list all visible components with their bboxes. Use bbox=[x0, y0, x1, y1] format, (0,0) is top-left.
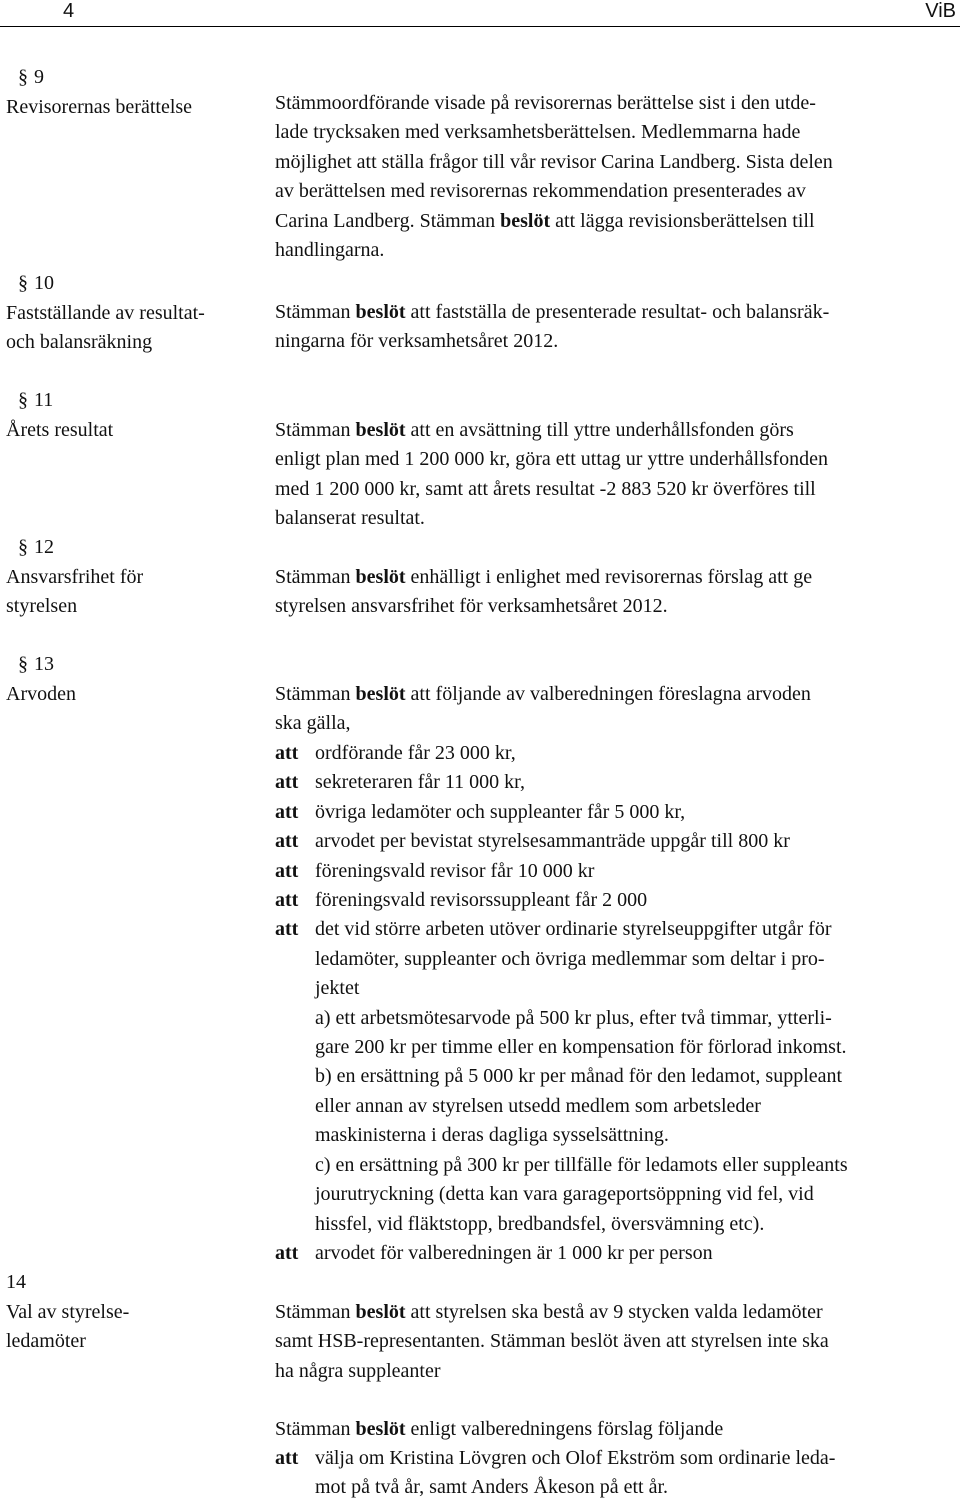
section-title-line: och balansräkning bbox=[6, 331, 153, 353]
text-line: Stämmoordförande visade på revisorernas berättelse sist i den utde- bbox=[275, 92, 816, 114]
page-number: 4 bbox=[63, 0, 75, 22]
section-13-att-list bbox=[275, 739, 955, 1268]
text-span: Stämman bbox=[275, 419, 356, 441]
section-number: 12 bbox=[34, 536, 54, 558]
decision-word: beslöt bbox=[355, 1418, 406, 1440]
section-symbol: § bbox=[18, 653, 28, 675]
text-line bbox=[275, 1415, 955, 1444]
text-line: ledamöter, suppleanter och övriga medlemmar som deltar i pro- bbox=[315, 947, 825, 970]
page-header bbox=[0, 0, 960, 27]
att-label: att bbox=[275, 742, 299, 764]
text-line bbox=[275, 563, 955, 592]
text-line: mot på två år, samt Anders Åkeson på ett år. bbox=[315, 1476, 668, 1499]
list-item-text: ordförande får 23 000 kr, bbox=[315, 742, 516, 764]
list-item bbox=[275, 798, 955, 827]
section-title: Årets resultat bbox=[6, 418, 114, 441]
text-span: att en avsättning till yttre underhållsfonden görs bbox=[405, 419, 794, 441]
text-span: att lägga revisionsberättelsen till bbox=[550, 209, 815, 232]
section-title-line: Fastställande av resultat- bbox=[6, 301, 205, 324]
att-label: att bbox=[275, 800, 299, 823]
decision-word: beslöt bbox=[500, 209, 551, 232]
section-14-att-list bbox=[275, 1444, 955, 1503]
list-item bbox=[275, 1239, 955, 1268]
list-item bbox=[275, 768, 955, 797]
list-item-text: arvodet för valberedningen är 1 000 kr per person bbox=[315, 1241, 713, 1264]
text-line: samt HSB-representanten. Stämman beslöt även att styrelsen inte ska bbox=[275, 1330, 829, 1353]
att-label: att bbox=[275, 1241, 299, 1264]
section-symbol: § bbox=[18, 389, 28, 411]
list-item bbox=[275, 739, 955, 768]
list-item bbox=[275, 886, 955, 915]
text-line: b) en ersättning på 5 000 kr per månad för den ledamot, suppleant bbox=[315, 1065, 843, 1088]
att-label: att bbox=[275, 830, 299, 853]
text-line bbox=[275, 298, 955, 327]
text-span: att följande av valberedningen föreslagna arvoden bbox=[405, 683, 811, 705]
section-11-body bbox=[275, 416, 955, 534]
section-symbol: § bbox=[18, 66, 28, 88]
list-item-text: föreningsvald revisor får 10 000 kr bbox=[315, 859, 595, 882]
section-number: 14 bbox=[6, 1271, 26, 1293]
section-number: 13 bbox=[34, 653, 54, 675]
section-title-line: Val av styrelse- bbox=[6, 1300, 130, 1323]
section-number: 11 bbox=[34, 389, 54, 411]
text-line: enligt plan med 1 200 000 kr, göra ett uttag ur yttre underhållsfonden bbox=[275, 448, 828, 471]
att-label: att bbox=[275, 918, 299, 941]
list-item bbox=[275, 857, 955, 886]
list-item-text: föreningsvald revisorssuppleant får 2 000 bbox=[315, 889, 648, 912]
text-line: möjlighet att ställa frågor till vår revisor Carina Landberg. Sista delen bbox=[275, 150, 833, 173]
section-11-heading bbox=[6, 386, 113, 445]
text-line: ha några suppleanter bbox=[275, 1359, 441, 1382]
section-13-intro bbox=[275, 680, 955, 739]
text-span: enhälligt i enlighet med revisorernas förslag att ge bbox=[405, 566, 813, 588]
decision-word: beslöt bbox=[355, 566, 406, 588]
text-line: lade trycksaken med verksamhetsberättelsen. Medlemmarna hade bbox=[275, 121, 801, 144]
text-line: ska gälla, bbox=[275, 712, 351, 735]
decision-word: beslöt bbox=[355, 683, 406, 705]
section-number: 10 bbox=[34, 272, 54, 294]
section-number: 9 bbox=[34, 66, 44, 88]
text-line: ningarna för verksamhetsåret 2012. bbox=[275, 330, 559, 353]
text-line: hissfel, vid fläktstopp, bredbandsfel, översvämning etc). bbox=[315, 1212, 765, 1235]
section-symbol: § bbox=[18, 272, 28, 294]
decision-word: beslöt bbox=[355, 301, 406, 323]
text-line bbox=[275, 207, 955, 236]
att-label: att bbox=[275, 1447, 299, 1469]
text-line: maskinisterna i deras dagliga sysselsättning. bbox=[315, 1124, 669, 1147]
list-item-text: sekreteraren får 11 000 kr, bbox=[315, 771, 526, 794]
text-span: Stämman bbox=[275, 566, 356, 588]
section-title: Revisorernas berättelse bbox=[6, 95, 193, 118]
section-symbol: § bbox=[18, 536, 28, 558]
text-line: med 1 200 000 kr, samt att årets resultat -2 883 520 kr överföres till bbox=[275, 477, 816, 500]
text-span: Carina Landberg. Stämman bbox=[275, 209, 501, 232]
section-14-paragraph-1 bbox=[275, 1298, 955, 1386]
text-line: c) en ersättning på 300 kr per tillfälle för ledamots eller suppleants bbox=[315, 1153, 848, 1176]
section-title: Arvoden bbox=[6, 682, 76, 705]
text-span: Stämman bbox=[275, 1301, 356, 1323]
list-item-text bbox=[315, 1444, 955, 1503]
brand-logo-text: ViB bbox=[925, 0, 956, 22]
text-line bbox=[275, 416, 955, 445]
section-10-heading bbox=[6, 269, 205, 358]
text-line: eller annan av styrelsen utsedd medlem som arbetsleder bbox=[315, 1094, 761, 1117]
section-13-heading bbox=[6, 650, 76, 709]
text-line: handlingarna. bbox=[275, 239, 385, 262]
text-span: Stämman bbox=[275, 1418, 356, 1440]
att-label: att bbox=[275, 859, 299, 882]
section-title-line: styrelsen bbox=[6, 595, 78, 617]
text-line bbox=[275, 680, 955, 709]
text-span: enligt valberedningens förslag följande bbox=[405, 1418, 724, 1440]
decision-word: beslöt bbox=[355, 419, 406, 441]
text-line bbox=[275, 1298, 955, 1327]
text-line: a) ett arbetsmötesarvode på 500 kr plus, efter två timmar, ytterli- bbox=[315, 1006, 832, 1029]
list-item bbox=[275, 1444, 955, 1503]
text-span: Stämman bbox=[275, 683, 356, 705]
section-9-body bbox=[275, 89, 955, 265]
text-line: gare 200 kr per timme eller en kompensation för förlorad inkomst. bbox=[315, 1036, 847, 1059]
text-line: av berättelsen med revisorernas rekommendation presenterades av bbox=[275, 180, 806, 203]
section-title-line: Ansvarsfrihet för bbox=[6, 565, 144, 588]
text-span: Stämman bbox=[275, 301, 356, 323]
text-span: att styrelsen ska bestå av 9 stycken valda ledamöter bbox=[405, 1301, 823, 1323]
text-line: jektet bbox=[315, 977, 360, 1000]
decision-word: beslöt bbox=[355, 1301, 406, 1323]
text-line: styrelsen ansvarsfrihet för verksamhetsåret 2012. bbox=[275, 595, 668, 618]
section-9-heading bbox=[6, 63, 192, 122]
section-14-paragraph-2 bbox=[275, 1415, 955, 1444]
section-12-body bbox=[275, 563, 955, 622]
att-label: att bbox=[275, 771, 299, 794]
list-item-text: övriga ledamöter och suppleanter får 5 000 kr, bbox=[315, 800, 686, 823]
text-line: balanserat resultat. bbox=[275, 507, 425, 530]
section-title-line: ledamöter bbox=[6, 1330, 86, 1352]
section-12-heading bbox=[6, 533, 143, 622]
text-line: jourutryckning (detta kan vara garageportsöppning vid fel, vid bbox=[315, 1183, 814, 1206]
section-10-body bbox=[275, 298, 955, 357]
text-line: det vid större arbeten utöver ordinarie styrelseuppgifter utgår för bbox=[315, 918, 832, 941]
list-item bbox=[275, 827, 955, 856]
list-item-text: arvodet per bevistat styrelsesammanträde uppgår till 800 kr bbox=[315, 830, 790, 853]
list-item bbox=[275, 915, 955, 1238]
section-14-heading bbox=[6, 1268, 129, 1357]
list-item-text bbox=[315, 915, 955, 1238]
text-line: välja om Kristina Lövgren och Olof Ekström som ordinarie leda- bbox=[315, 1447, 836, 1469]
att-label: att bbox=[275, 889, 299, 912]
text-span: att fastställa de presenterade resultat- och balansräk- bbox=[405, 301, 830, 323]
